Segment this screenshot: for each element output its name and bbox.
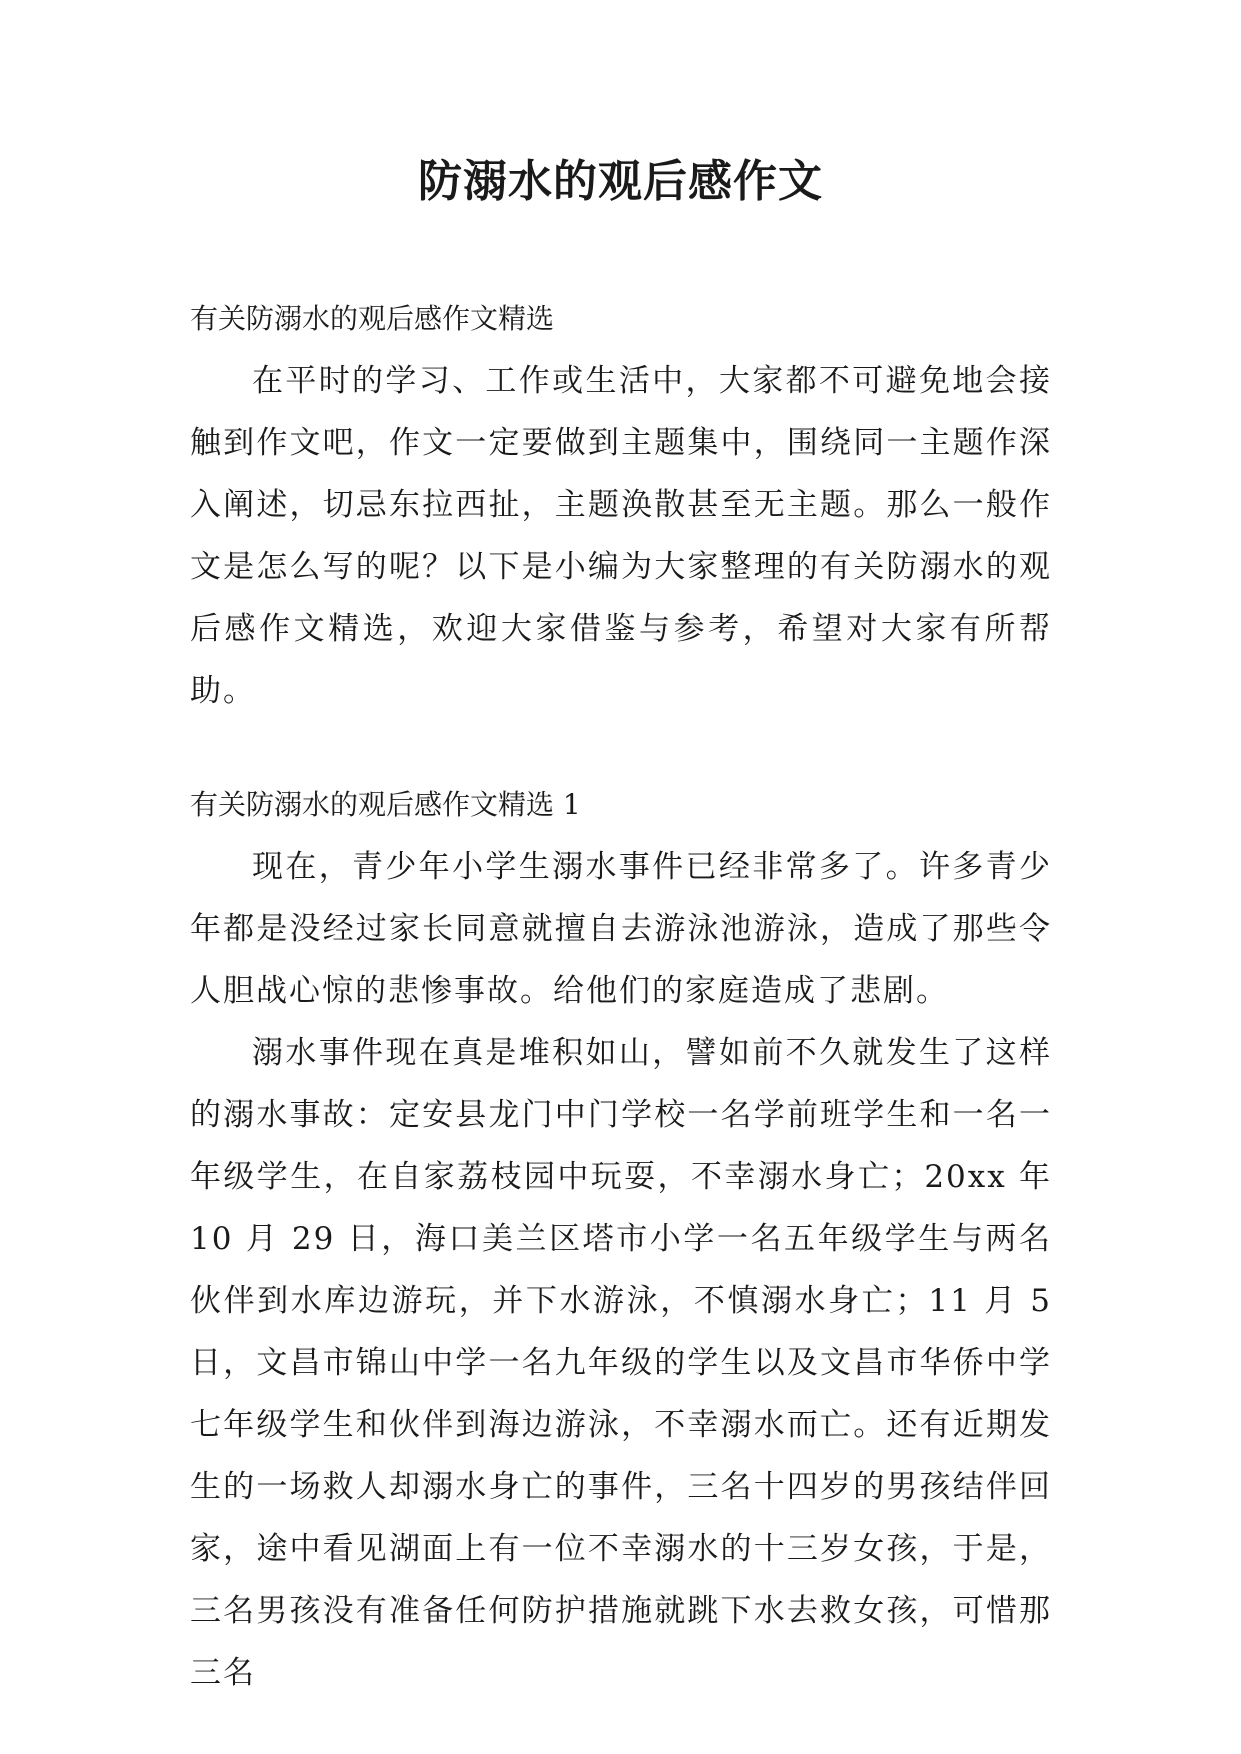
document-title: 防溺水的观后感作文 — [418, 156, 823, 207]
document-body — [190, 288, 1052, 1704]
intro-heading: 有关防溺水的观后感作文精选 — [190, 302, 555, 335]
intro-paragraph: 在平时的学习、工作或生活中，大家都不可避免地会接触到作文吧，作文一定要做到主题集中，围绕同一主题作深入阐述，切忌东拉西扯，主题涣散甚至无主题。那么一般作文是怎么写的呢？以下是小编为大家整理的有关防溺水的观后感作文精选，欢迎大家借鉴与参考，希望对大家有所帮助。 — [190, 363, 1052, 709]
section-paragraph: 溺水事件现在真是堆积如山，譬如前不久就发生了这样的溺水事故：定安县龙门中门学校一名学前班学生和一名一年级学生，在自家荔枝园中玩耍，不幸溺水身亡；20xx 年 10 月 29 日，海口美兰区塔市小学一名五年级学生与两名伙伴到水库边游玩，并下水游泳，不慎溺水身亡；11 月 5 日，文昌市锦山中学一名九年级的学生以及文昌市华侨中学七年级学生和伙伴到海边游泳，不幸溺水而亡。还有近期发生的一场救人却溺水身亡的事件，三名十四岁的男孩结伴回家，途中看见湖面上有一位不幸溺水的十三岁女孩，于是，三名男孩没有准备任何防护措施就跳下水去救女孩，可惜那三名 — [190, 1035, 1052, 1691]
section-paragraph: 现在，青少年小学生溺水事件已经非常多了。许多青少年都是没经过家长同意就擅自去游泳池游泳，造成了那些令人胆战心惊的悲惨事故。给他们的家庭造成了悲剧。 — [190, 849, 1052, 1009]
section-spacer — [190, 722, 1052, 774]
section-heading: 有关防溺水的观后感作文精选 1 — [190, 788, 581, 821]
